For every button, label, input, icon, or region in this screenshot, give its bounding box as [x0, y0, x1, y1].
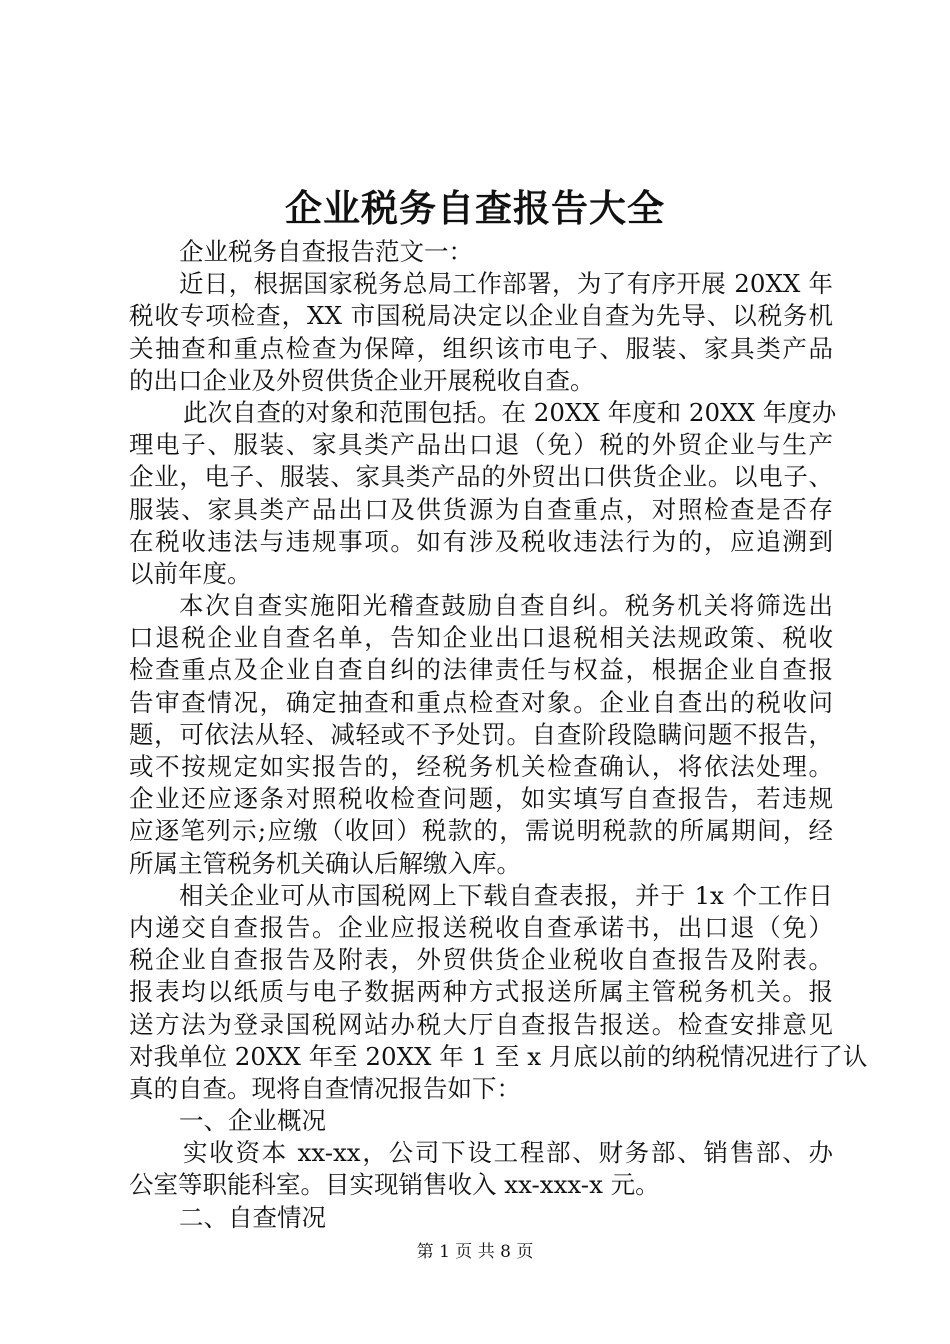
- paragraph-line: 公室等职能科室。目实现销售收入 xx-xxx-x 元。: [129, 1170, 660, 1200]
- paragraph-line: 报表均以纸质与电子数据两种方式报送所属主管税务机关。报: [129, 977, 833, 1007]
- paragraph-line: 真的自查。现将自查情况报告如下：: [129, 1073, 521, 1103]
- document-title: 企业税务自查报告大全: [285, 186, 665, 230]
- paragraph-line: 税收专项检查，XX 市国税局决定以企业自查为先导、以税务机: [129, 301, 833, 331]
- document-body: [129, 236, 868, 1234]
- paragraph-line: 服装、家具类产品出口及供货源为自查重点，对照检查是否存: [129, 494, 833, 524]
- paragraph-line: 关抽查和重点检查为保障，组织该市电子、服装、家具类产品: [129, 333, 833, 363]
- section-heading: 一、企业概况: [179, 1106, 326, 1136]
- paragraph-line: 对我单位 20XX 年至 20XX 年 1 至 x 月底以前的纳税情况进行了认: [129, 1041, 868, 1071]
- paragraph-line: 送方法为登录国税网站办税大厅自查报告报送。检查安排意见: [129, 1009, 833, 1039]
- paragraph-line: 口退税企业自查名单，告知企业出口退税相关法规政策、税收: [129, 623, 833, 653]
- paragraph-line: 应逐笔列示;应缴（收回）税款的，需说明税款的所属期间，经: [129, 816, 833, 846]
- paragraph-line: 在税收违法与违规事项。如有涉及税收违法行为的，应追溯到: [129, 526, 833, 556]
- paragraph-line: 企业，电子、服装、家具类产品的外贸出口供货企业。以电子、: [129, 462, 833, 492]
- paragraph-line: 企业税务自查报告范文一：: [179, 237, 473, 266]
- paragraph-line: 内递交自查报告。企业应报送税收自查承诺书，出口退（免）: [129, 912, 833, 942]
- paragraph-line: 理电子、服装、家具类产品出口退（免）税的外贸企业与生产: [129, 430, 833, 460]
- paragraph-line: 税企业自查报告及附表，外贸供货企业税收自查报告及附表。: [129, 945, 833, 975]
- paragraph-line: 所属主管税务机关确认后解缴入库。: [129, 848, 521, 878]
- paragraph-line: 实收资本 xx-xx，公司下设工程部、财务部、销售部、办: [183, 1138, 833, 1168]
- paragraph-line: 本次自查实施阳光稽查鼓励自查自纠。税务机关将筛选出: [179, 591, 833, 621]
- section-heading: 二、自查情况: [179, 1202, 326, 1232]
- paragraph-line: 的出口企业及外贸供货企业开展税收自查。: [129, 365, 595, 395]
- paragraph-line: 题，可依法从轻、减轻或不予处罚。自查阶段隐瞒问题不报告，: [129, 719, 833, 749]
- paragraph-line: 检查重点及企业自查自纠的法律责任与权益，根据企业自查报: [129, 655, 833, 685]
- paragraph-line: 相关企业可从市国税网上下载自查表报，并于 1x 个工作日: [179, 880, 833, 910]
- paragraph-line: 企业还应逐条对照税收检查问题，如实填写自查报告，若违规: [129, 784, 833, 814]
- paragraph-line: 或不按规定如实报告的，经税务机关检查确认，将依法处理。: [129, 752, 833, 781]
- paragraph-line: 以前年度。: [129, 558, 252, 588]
- paragraph-line: 此次自查的对象和范围包括。在 20XX 年度和 20XX 年度办: [183, 397, 837, 427]
- paragraph-line: 近日，根据国家税务总局工作部署，为了有序开展 20XX 年: [179, 269, 833, 299]
- paragraph-line: 告审查情况，确定抽查和重点检查对象。企业自查出的税收问: [129, 687, 833, 717]
- page-number: 第 1 页 共 8 页: [416, 1242, 534, 1262]
